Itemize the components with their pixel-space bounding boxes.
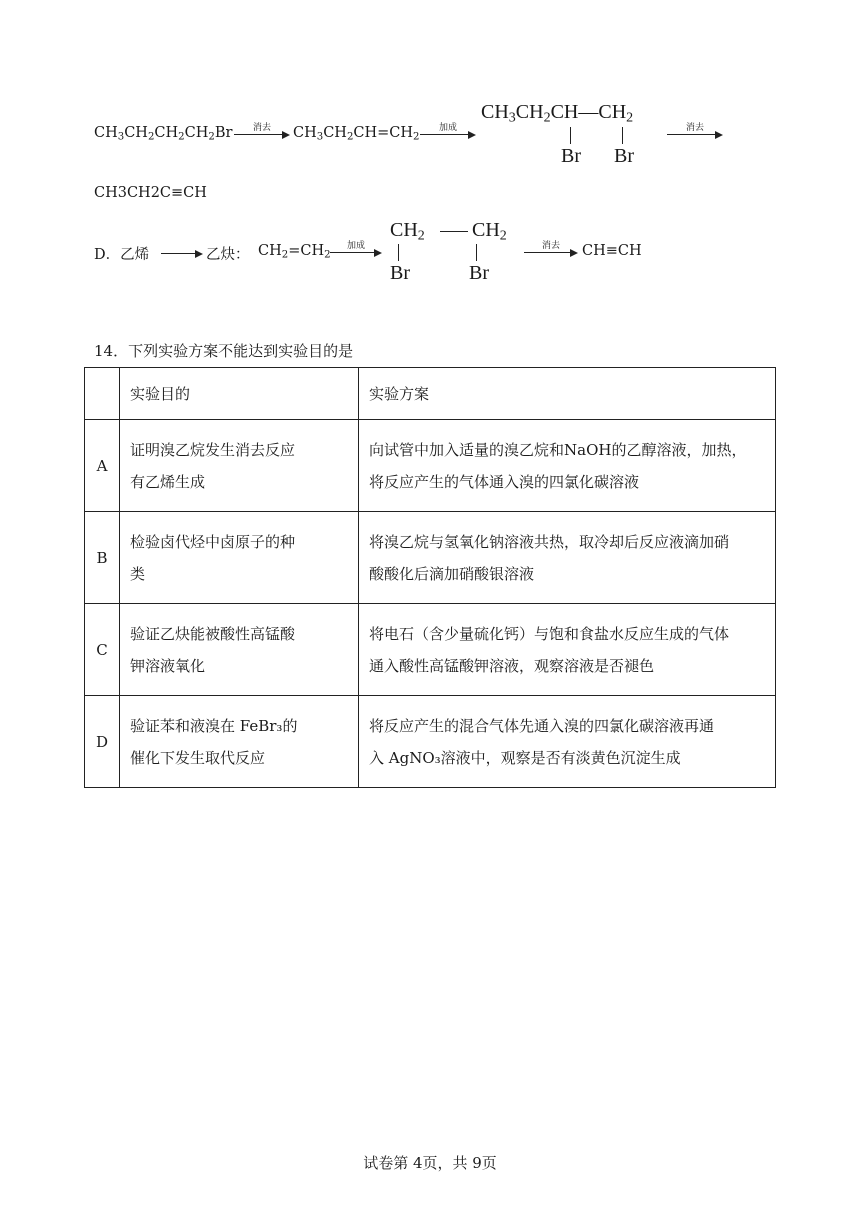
goal-line: 检验卤代烃中卤原子的种 (130, 532, 296, 551)
goal-cell (120, 604, 359, 696)
bromine-label: Br (561, 145, 581, 167)
reaction-arrow (420, 124, 476, 138)
plan-line: 酸酸化后滴加硝酸银溶液 (369, 564, 535, 583)
plan-cell (359, 696, 776, 788)
reaction-arrow (161, 243, 203, 257)
reaction-arrow (330, 242, 382, 256)
plan-line: 通入酸性高锰酸钾溶液，观察溶液是否褪色 (369, 656, 655, 675)
option-cell: D (85, 696, 120, 788)
reaction-c-start: $CH_3CH_2CH_2CH_2Br$ (94, 125, 233, 143)
bromine-label: Br (614, 145, 634, 167)
header-cell (85, 368, 120, 420)
table-row (85, 512, 776, 604)
goal-line: 类 (130, 564, 146, 583)
plan-cell (359, 420, 776, 512)
plan-line: 将溴乙烷与氢氧化钠溶液共热，取冷却后反应液滴加硝 (369, 532, 730, 551)
bond-line (398, 244, 399, 261)
table-header-row (85, 368, 776, 420)
arrow-label: 加成 (346, 241, 365, 251)
experiment-table (84, 367, 776, 788)
page-footer: 试卷第 4页，共 9页 (363, 1154, 497, 1172)
plan-line: 入 AgNO₃溶液中，观察是否有淡黄色沉淀生成 (369, 748, 681, 767)
option-d-label2: 乙炔： (206, 247, 250, 263)
arrow-label: 消去 (541, 241, 560, 251)
goal-line: 证明溴乙烷发生消去反应 (130, 440, 296, 459)
reaction-d-product-right: $CH_2$ (472, 219, 507, 244)
bromine-label: Br (469, 262, 489, 284)
table-row (85, 420, 776, 512)
plan-line: 向试管中加入适量的溴乙烷和NaOH的乙醇溶液，加热， (369, 440, 747, 459)
goal-line: 有乙烯生成 (130, 472, 206, 491)
plan-cell (359, 604, 776, 696)
goal-cell (120, 512, 359, 604)
plan-line: 将反应产生的混合气体先通入溴的四氯化碳溶液再通 (369, 716, 715, 735)
bond-line (476, 244, 477, 261)
option-cell: A (85, 420, 120, 512)
arrow-label: 消去 (252, 123, 271, 133)
plan-line: 将反应产生的气体通入溴的四氯化碳溶液 (369, 472, 640, 491)
bromine-label: Br (390, 262, 410, 284)
goal-cell (120, 696, 359, 788)
reaction-arrow (234, 124, 290, 138)
goal-cell (120, 420, 359, 512)
reaction-arrow (667, 124, 723, 138)
arrow-label: 加成 (438, 123, 457, 133)
reaction-d-start: $CH_2=CH_2$ (258, 243, 331, 261)
plan-line: 将电石（含少量硫化钙）与饱和食盐水反应生成的气体 (369, 624, 730, 643)
goal-line: 验证乙炔能被酸性高锰酸 (130, 624, 296, 643)
reaction-c-final: CH3CH2C≡CH (94, 185, 207, 201)
reaction-d-final: CH≡CH (582, 243, 642, 259)
arrow-label: 消去 (685, 123, 704, 133)
bond-line (622, 127, 623, 144)
goal-line: 催化下发生取代反应 (130, 748, 266, 767)
reaction-c-product2-chain: $CH_3CH_2CH—CH_2$ (481, 101, 634, 126)
option-d-label: D．乙烯 (94, 247, 150, 263)
table-row (85, 696, 776, 788)
reaction-d-product-left: $CH_2$ (390, 219, 425, 244)
header-cell-goal: 实验目的 (120, 368, 359, 420)
question-14-text: 14．下列实验方案不能达到实验目的是 (94, 342, 354, 360)
table-row (85, 604, 776, 696)
option-cell: C (85, 604, 120, 696)
option-cell: B (85, 512, 120, 604)
plan-cell (359, 512, 776, 604)
header-cell-plan: 实验方案 (359, 368, 776, 420)
reaction-c-product1: $CH_3CH_2CH=CH_2$ (293, 125, 420, 143)
bond-line (570, 127, 571, 144)
goal-line: 钾溶液氧化 (130, 656, 206, 675)
bond-line (440, 231, 468, 232)
reaction-arrow (524, 242, 578, 256)
goal-line: 验证苯和液溴在 FeBr₃的 (130, 716, 298, 735)
